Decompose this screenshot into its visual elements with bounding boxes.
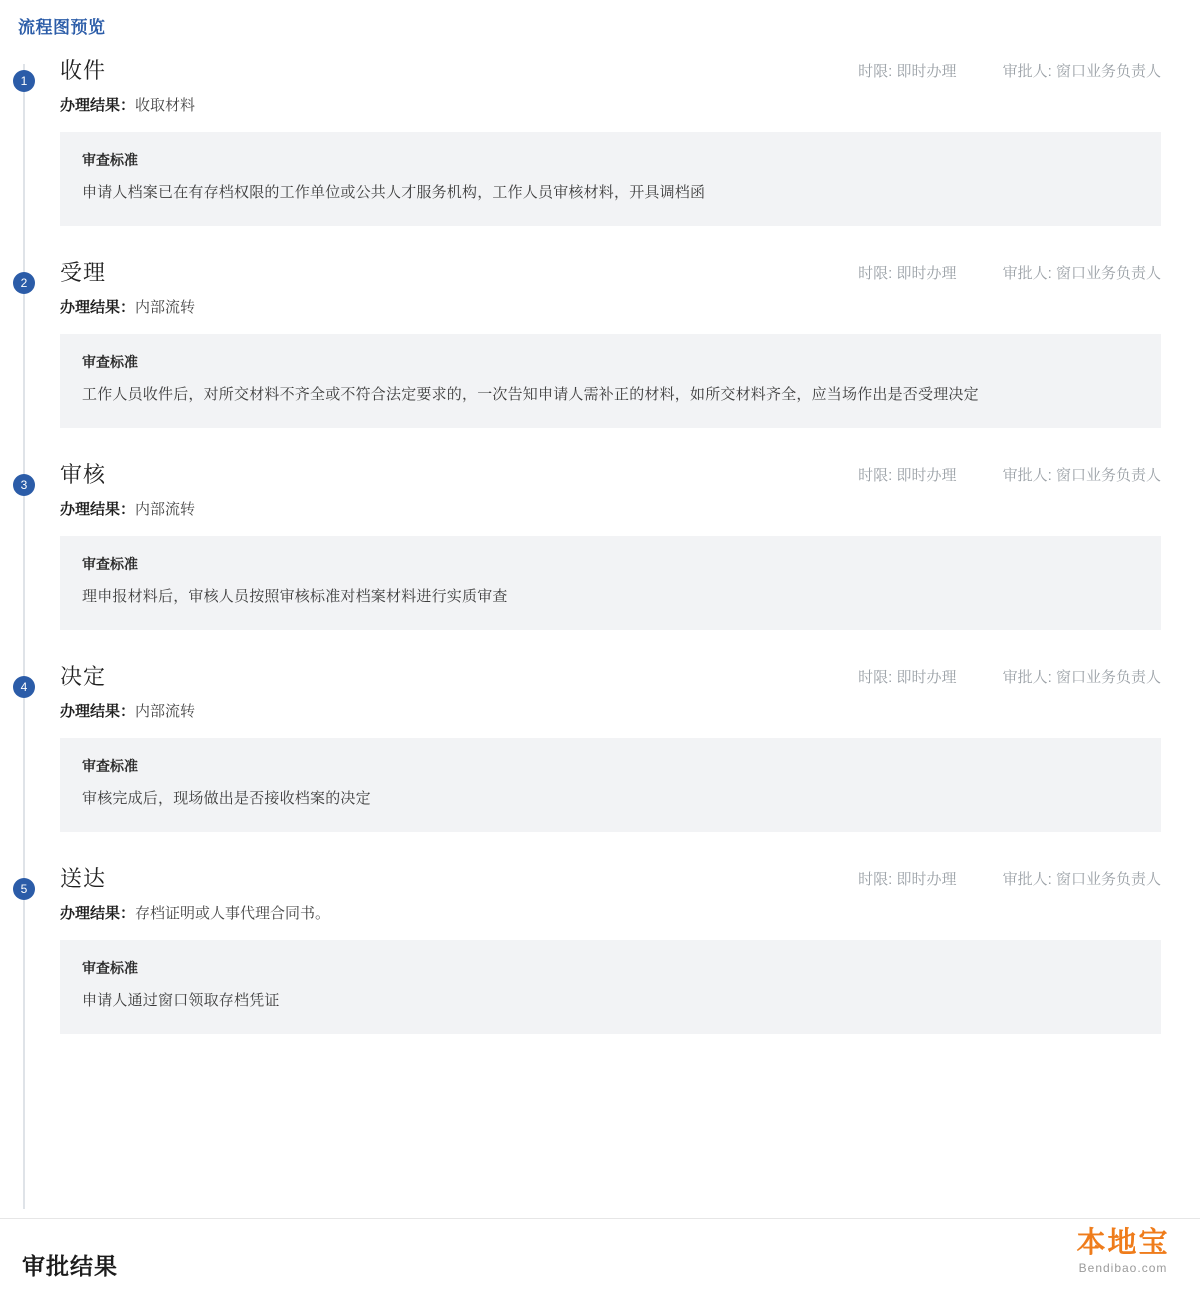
- step-result-value: 存档证明或人事代理合同书。: [135, 905, 331, 922]
- step-approver: 审批人: 窗口业务负责人: [1002, 871, 1161, 888]
- step-result-row: [60, 904, 1180, 924]
- step-title: 决定: [60, 664, 107, 689]
- step-result-value: 收取材料: [135, 97, 196, 114]
- step-meta: [858, 262, 1161, 283]
- step-result-value: 内部流转: [135, 299, 196, 316]
- timeline-connector: [23, 64, 25, 1209]
- process-step: [0, 656, 1200, 832]
- step-result-label: 办理结果：: [60, 501, 136, 518]
- site-logo[interactable]: [1064, 1226, 1182, 1275]
- step-criteria-box: [60, 132, 1161, 226]
- logo-wordmark: 本地宝: [1076, 1225, 1170, 1259]
- step-criteria-title: 审查标准: [82, 556, 138, 572]
- step-result-row: [60, 96, 1180, 116]
- step-result-label: 办理结果：: [60, 299, 136, 316]
- process-step: [0, 252, 1200, 428]
- step-number-badge: 4: [13, 676, 35, 698]
- step-deadline: 时限: 即时办理: [858, 467, 957, 484]
- step-result-row: [60, 702, 1180, 722]
- step-approver: 审批人: 窗口业务负责人: [1002, 265, 1161, 282]
- step-meta: [858, 868, 1161, 889]
- step-deadline: 时限: 即时办理: [858, 63, 957, 80]
- step-deadline: 时限: 即时办理: [858, 265, 957, 282]
- step-meta: [858, 666, 1161, 687]
- step-criteria-text: 理申报材料后，审核人员按照审核标准对档案材料进行实质审查: [82, 588, 508, 605]
- step-result-label: 办理结果：: [60, 905, 136, 922]
- step-header: [60, 858, 1180, 900]
- step-criteria-text: 审核完成后，现场做出是否接收档案的决定: [82, 790, 371, 807]
- step-criteria-title: 审查标准: [82, 960, 138, 976]
- step-title: 送达: [60, 866, 107, 891]
- section-divider: [0, 1218, 1200, 1219]
- step-criteria-text: 工作人员收件后，对所交材料不齐全或不符合法定要求的，一次告知申请人需补正的材料，如所交材料齐全，应当场作出是否受理决定: [82, 386, 979, 403]
- process-step: [0, 50, 1200, 226]
- step-result-row: [60, 500, 1180, 520]
- step-title: 受理: [60, 260, 107, 285]
- approval-result-title: 审批结果: [22, 1253, 118, 1279]
- step-deadline: 时限: 即时办理: [858, 669, 957, 686]
- step-meta: [858, 60, 1161, 81]
- step-header: [60, 50, 1180, 92]
- step-number-badge: 5: [13, 878, 35, 900]
- step-criteria-title: 审查标准: [82, 152, 138, 168]
- step-result-value: 内部流转: [135, 501, 196, 518]
- step-header: [60, 656, 1180, 698]
- step-title: 收件: [60, 58, 107, 83]
- step-criteria-box: [60, 334, 1161, 428]
- step-criteria-box: [60, 940, 1161, 1034]
- step-header: [60, 252, 1180, 294]
- step-result-label: 办理结果：: [60, 97, 136, 114]
- page-title: 流程图预览: [18, 18, 106, 37]
- step-approver: 审批人: 窗口业务负责人: [1002, 467, 1161, 484]
- process-step: [0, 454, 1200, 630]
- step-criteria-box: [60, 536, 1161, 630]
- step-title: 审核: [60, 462, 107, 487]
- step-criteria-text: 申请人通过窗口领取存档凭证: [82, 992, 280, 1009]
- step-result-value: 内部流转: [135, 703, 196, 720]
- step-approver: 审批人: 窗口业务负责人: [1002, 63, 1161, 80]
- step-result-label: 办理结果：: [60, 703, 136, 720]
- step-header: [60, 454, 1180, 496]
- process-timeline: [0, 50, 1200, 1060]
- step-result-row: [60, 298, 1180, 318]
- step-criteria-text: 申请人档案已在有存档权限的工作单位或公共人才服务机构，工作人员审核材料，开具调档函: [82, 184, 706, 201]
- step-number-badge: 3: [13, 474, 35, 496]
- step-number-badge: 2: [13, 272, 35, 294]
- step-criteria-title: 审查标准: [82, 354, 138, 370]
- step-approver: 审批人: 窗口业务负责人: [1002, 669, 1161, 686]
- step-number-badge: 1: [13, 70, 35, 92]
- process-step: [0, 858, 1200, 1034]
- logo-domain: Bendibao.com: [1078, 1261, 1168, 1275]
- step-meta: [858, 464, 1161, 485]
- step-deadline: 时限: 即时办理: [858, 871, 957, 888]
- step-criteria-box: [60, 738, 1161, 832]
- step-criteria-title: 审查标准: [82, 758, 138, 774]
